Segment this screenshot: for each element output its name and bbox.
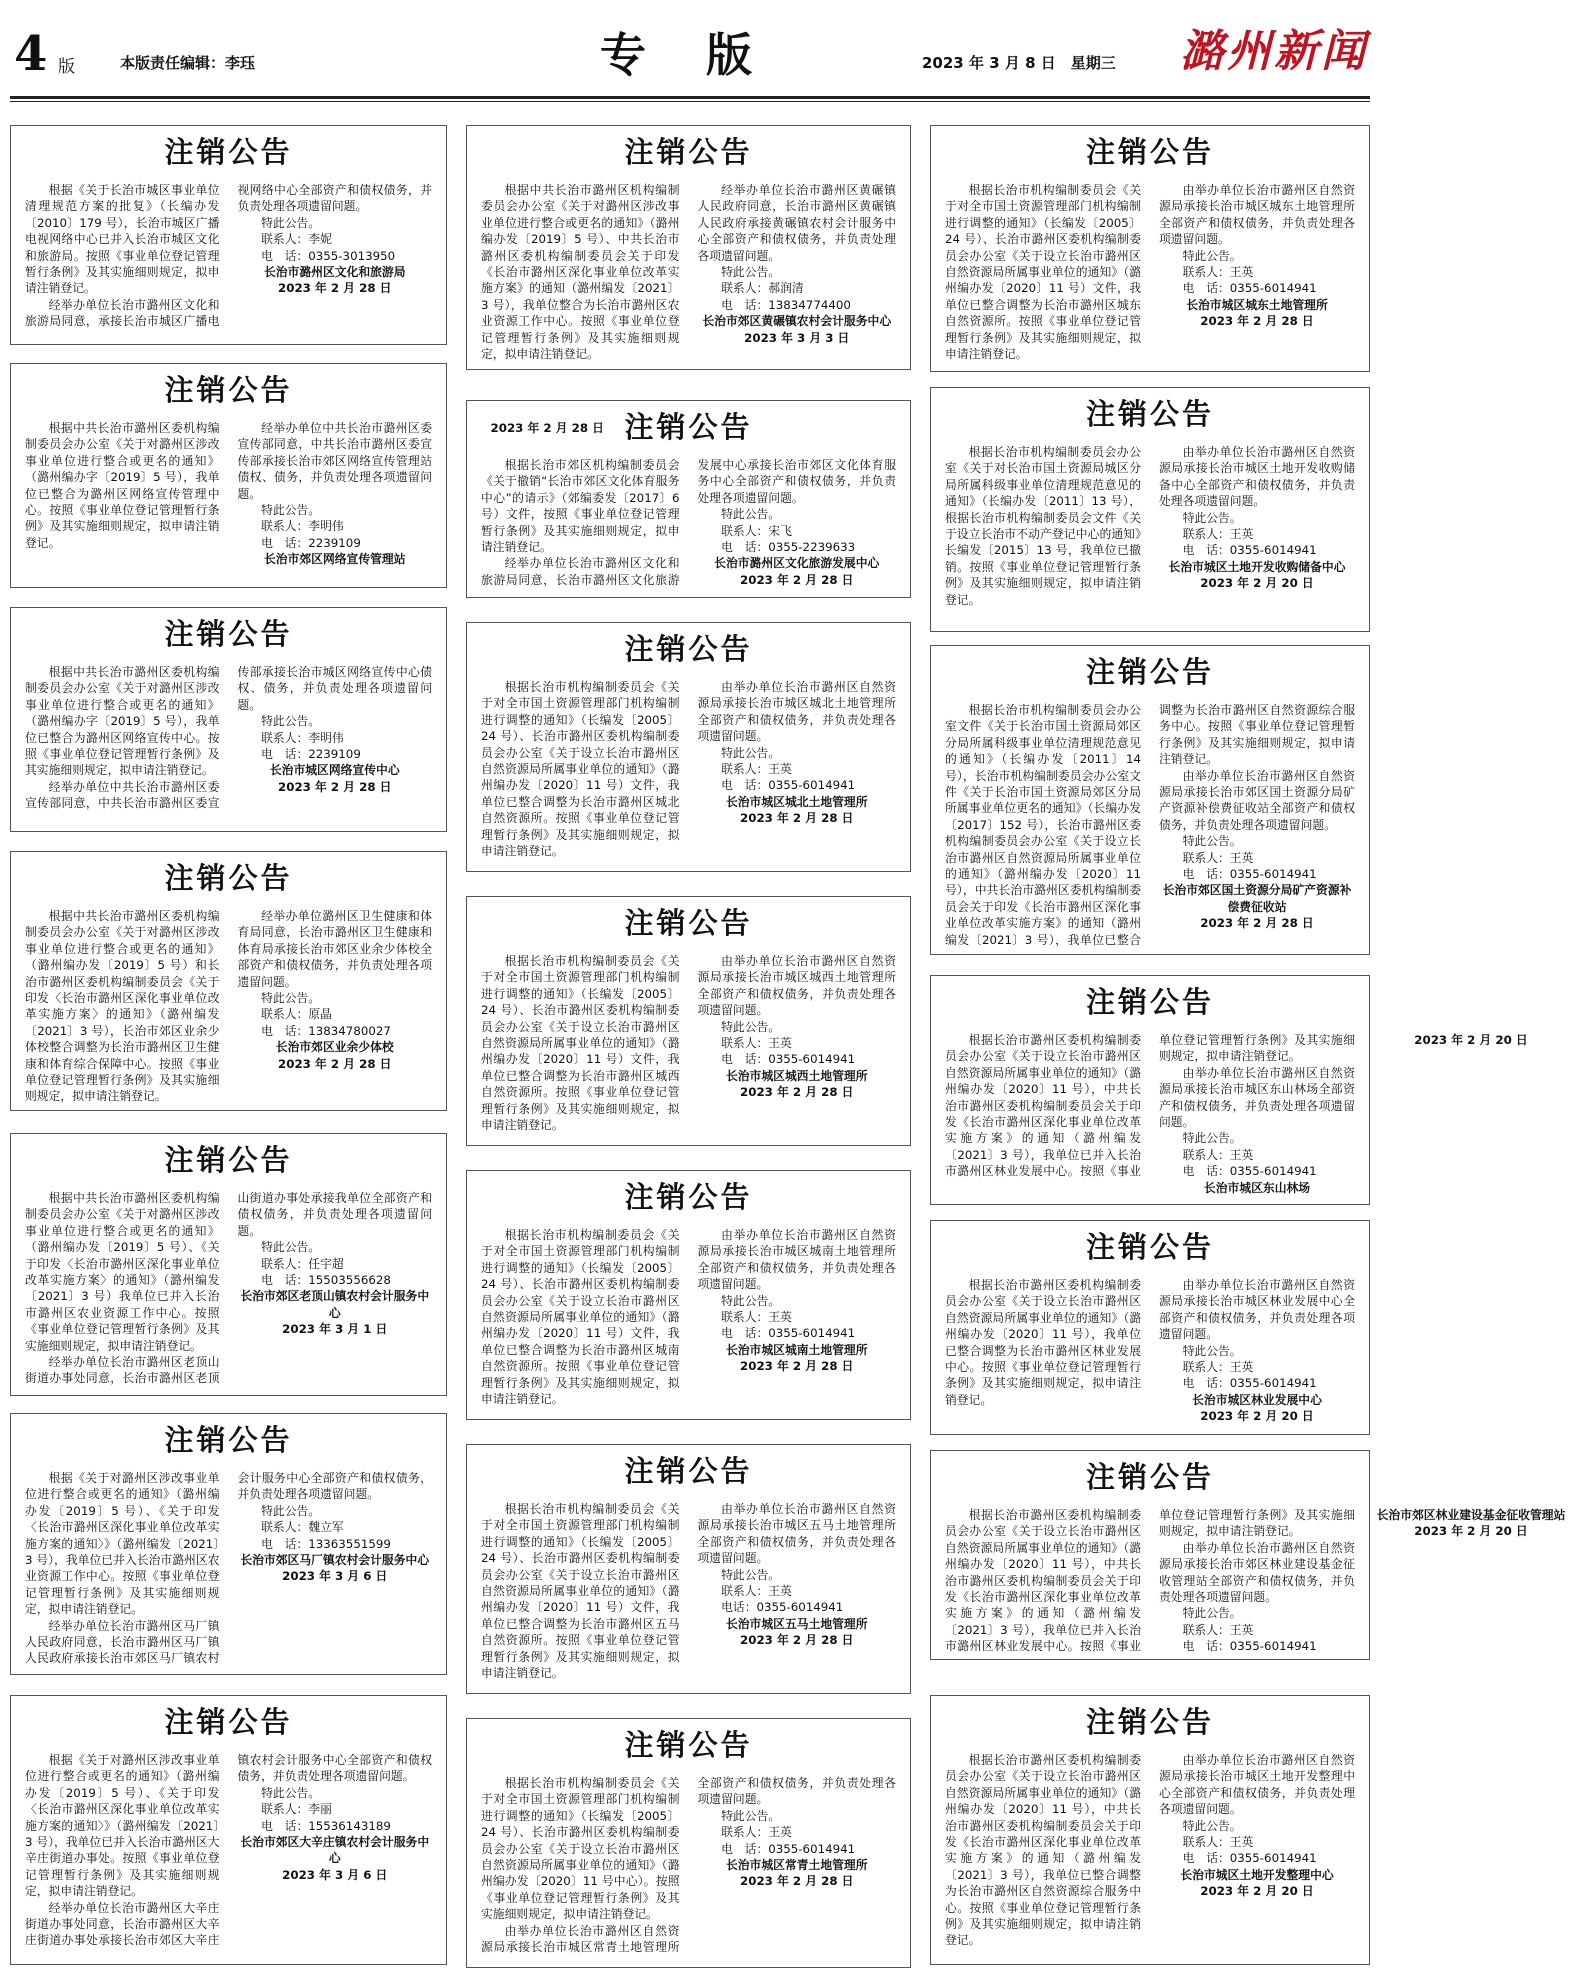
notice-org: 长治市城区城南土地管理所 bbox=[725, 1342, 868, 1357]
notice-closing: 特此公告。 bbox=[721, 1293, 781, 1308]
notice-org: 长治市城区土地开发收购储备中心 bbox=[1168, 559, 1346, 574]
notice-org: 长治市城区东山林场 bbox=[1203, 1180, 1311, 1195]
notice-paragraph: 由举办单位长治市潞州区自然资源局承接长治市城区五马土地管理所全部资产和债权债务，并负责处理各项遗留问题。 bbox=[697, 1502, 896, 1566]
notice-contact-person: 联系人：王英 bbox=[721, 1584, 792, 1599]
notice-box bbox=[466, 125, 911, 370]
notice-phone: 电 话：0355-6014941 bbox=[1182, 1639, 1317, 1654]
notice-box bbox=[10, 125, 447, 345]
notice-paragraph: 根据《关于对潞州区涉改事业单位进行整合或更名的通知》（潞州编办发〔2019〕5 号）、《关于印发〈长治市潞州区深化事业单位改革实施方案的通知〉》（潞州编发〔2021〕3 号），我单位已并入长治市潞州区农业资源工作中心。按照《事业单位登记管理暂行条例》及其实施细则规定，拟申请注销登记。 bbox=[25, 1471, 220, 1617]
page-label: 版 bbox=[58, 57, 75, 77]
notice-org: 长治市潞州区文化旅游发展中心 bbox=[714, 556, 880, 571]
notice-box bbox=[466, 896, 911, 1146]
notice-box bbox=[10, 1133, 447, 1396]
issue-date: 2023 年 3 月 8 日 星期三 bbox=[922, 54, 1116, 72]
notice-org: 长治市城区城西土地管理所 bbox=[725, 1068, 868, 1083]
notice-box bbox=[930, 645, 1370, 955]
notice-date: 2023 年 2 月 20 日 bbox=[1414, 1033, 1528, 1047]
notice-paragraph: 根据长治市机构编制委员会《关于对全市国土资源管理部门机构编制进行调整的通知》（长编发〔2005〕24 号）、长治市潞州区委机构编制委员会办公室《关于设立长治市潞州区自然资源局所属事业单位的通知》（潞州编办发〔2020〕11 号）文件，我单位已整合调整为长治市潞州区五马自然资源所。按照《事业单位登记管理暂行条例》及其实施细则规定，拟申请注销登记。 bbox=[481, 1502, 680, 1681]
notice-phone: 电 话：0355-6014941 bbox=[1182, 867, 1317, 882]
page-header bbox=[0, 0, 1380, 108]
notice-box bbox=[10, 851, 447, 1111]
notice-box bbox=[930, 1450, 1566, 1660]
notice-closing: 特此公告。 bbox=[1182, 510, 1242, 525]
notice-box bbox=[930, 1695, 1370, 1965]
notice-title: 注销公告 bbox=[624, 632, 753, 666]
notice-paragraph: 由举办单位长治市潞州区自然资源局承接长治市城区土地开发整理中心全部资产和债权债务，并负责处理各项遗留问题。 bbox=[1159, 1753, 1355, 1817]
notice-title: 注销公告 bbox=[164, 373, 293, 407]
notice-title: 注销公告 bbox=[624, 1728, 753, 1762]
notice-org: 长治市城区五马土地管理所 bbox=[725, 1616, 868, 1631]
notice-closing: 特此公告。 bbox=[1182, 1343, 1242, 1358]
notice-paragraph: 由举办单位长治市潞州区自然资源局承接长治市城区常青土地管理所全部资产和债权债务，并负责处理各项遗留问题。 bbox=[481, 1776, 896, 1955]
notice-box bbox=[10, 1413, 447, 1675]
notice-box bbox=[466, 1170, 911, 1420]
notice-phone: 电 话：0355-6014941 bbox=[721, 1841, 856, 1856]
notice-phone: 电 话：0355-6014941 bbox=[721, 778, 856, 793]
notice-body bbox=[481, 182, 896, 365]
notice-closing: 特此公告。 bbox=[721, 265, 781, 280]
notice-paragraph: 根据《关于对潞州区涉改事业单位进行整合或更名的通知》（潞州编办发〔2019〕5 号）、《关于印发〈长治市潞州区深化事业单位改革实施方案的通知〉》（潞州编发〔2021〕3 号），我单位已并入长治市潞州区大辛庄街道办事处。按照《事业单位登记管理暂行条例》及其实施细则规定，拟申请注销登记。 bbox=[25, 1753, 220, 1899]
notice-body bbox=[25, 1190, 432, 1391]
notice-box bbox=[930, 125, 1370, 372]
notice-paragraph: 经举办单位长治市潞州区文化和旅游局同意，承接长治市城区广播电视网络中心全部资产和债权债务，并负责处理各项遗留问题。 bbox=[25, 183, 432, 329]
notice-paragraph: 根据长治市机构编制委员会《关于对全市国土资源管理部门机构编制进行调整的通知》（长编发〔2005〕24 号）、长治市潞州区委机构编制委员会办公室《关于设立长治市潞州区自然资源局所属事业单位的通知》（潞州编办发〔2020〕11 号）文件，我单位已整合调整为长治市潞州区城南自然资源所。按照《事业单位登记管理暂行条例》及其实施细则规定，拟申请注销登记。 bbox=[481, 1228, 680, 1407]
notice-body bbox=[481, 1227, 896, 1415]
notice-box bbox=[10, 607, 447, 832]
notice-title: 注销公告 bbox=[1085, 655, 1214, 689]
editor-credit: 本版责任编辑：李珏 bbox=[120, 54, 256, 72]
notice-closing: 特此公告。 bbox=[261, 991, 321, 1006]
notice-closing: 特此公告。 bbox=[721, 1019, 781, 1034]
notice-title: 注销公告 bbox=[624, 135, 753, 169]
notice-phone: 电 话：13834780027 bbox=[261, 1023, 391, 1038]
notice-paragraph: 根据长治市机构编制委员会《关于对全市国土资源管理部门机构编制进行调整的通知》（长编发〔2005〕24 号）、长治市潞州区委机构编制委员会办公室《关于设立长治市潞州区自然资源局所属事业单位的通知》（潞州编办发〔2020〕11 号中心）。按照《事业单位登记管理暂行条例》及其实施细则规定，拟申请注销登记。 bbox=[481, 1776, 680, 1922]
notice-contact-person: 联系人：王英 bbox=[1182, 1147, 1254, 1162]
notice-phone: 电 话：0355-6014941 bbox=[1182, 281, 1317, 296]
notice-title: 注销公告 bbox=[624, 1454, 753, 1488]
notice-body bbox=[945, 182, 1355, 367]
notice-contact-person: 联系人：任宇超 bbox=[261, 1256, 344, 1271]
notice-title: 注销公告 bbox=[164, 135, 293, 169]
notice-closing: 特此公告。 bbox=[261, 1503, 321, 1518]
notice-paragraph: 根据长治市郊区机构编制委员会《关于撤销“长治市郊区文化体育服务中心”的请示》（郊编委发〔2017〕6 号）文件，按照《事业单位登记管理暂行条例》及其实施细则规定，拟申请注销登记。 bbox=[481, 458, 680, 555]
notice-closing: 特此公告。 bbox=[1182, 1131, 1242, 1146]
notice-body bbox=[481, 1501, 896, 1689]
notice-paragraph: 由举办单位长治市潞州区自然资源局承接长治市城区城南土地管理所全部资产和债权债务，并负责处理各项遗留问题。 bbox=[697, 1228, 896, 1292]
header-rule-thin bbox=[10, 101, 1370, 102]
notice-phone: 电 话：13834774400 bbox=[721, 297, 851, 312]
notice-paragraph: 由举办单位长治市潞州区自然资源局承接长治市城区城西土地管理所全部资产和债权债务，并负责处理各项遗留问题。 bbox=[697, 954, 896, 1018]
notice-paragraph: 根据长治市机构编制委员会《关于对全市国土资源管理部门机构编制进行调整的通知》（长编发〔2005〕24 号）、长治市潞州区委机构编制委员会办公室《关于设立长治市潞州区自然资源局所属事业单位的通知》（潞州编办发〔2020〕11 号）文件，我单位已整合调整为长治市潞州区城西自然资源所。按照《事业单位登记管理暂行条例》及其实施细则规定，拟申请注销登记。 bbox=[481, 954, 680, 1133]
notice-closing: 特此公告。 bbox=[1182, 248, 1242, 263]
notice-closing: 特此公告。 bbox=[261, 1785, 321, 1800]
section-title: 专 版 bbox=[600, 28, 775, 82]
notice-title: 注销公告 bbox=[164, 1143, 293, 1177]
masthead-logo: 潞州新闻 bbox=[1180, 26, 1368, 77]
notice-phone: 电 话：2239109 bbox=[261, 535, 361, 550]
notice-org: 长治市城区城北土地管理所 bbox=[725, 794, 868, 809]
notice-phone: 电 话：2239109 bbox=[261, 747, 361, 762]
notice-phone: 电 话：0355-6014941 bbox=[1182, 1851, 1317, 1866]
notice-contact-person: 联系人：王英 bbox=[1182, 1360, 1254, 1375]
notice-box bbox=[930, 975, 1528, 1205]
notice-paragraph: 根据长治市机构编制委员会办公室文件《关于长治市国土资源局郊区分局所属科级事业单位清理规范意见的通知》（长编办发〔2011〕14 号），长治市机构编制委员会办公室文件《关于长治市国土资源局郊区分局所属事业单位更名的通知》（长编办发〔2017〕152 号），长治市潞州区委机构编制委员会办公室《关于设立长治市潞州区自然资源局所属事业单位的通知》（潞州编办发〔2020〕11 号），中共长治市潞州区委机构编制委员会关于印发《长治市潞州区深化事业单位改革实施方案》的通知（潞州编发〔2021〕3 号），我单位已整合调整为长治市潞州区自然资源综合服务中心。按照《事业单位登记管理暂行条例》及其实施细则规定，拟申请注销登记。 bbox=[945, 703, 1355, 947]
notice-box bbox=[10, 1695, 447, 1965]
notice-phone: 电 话：0355-6014941 bbox=[1182, 1376, 1317, 1391]
notice-body bbox=[25, 182, 432, 340]
notice-phone: 电 话：0355-6014941 bbox=[1182, 1164, 1317, 1179]
notice-contact-person: 联系人：王英 bbox=[1182, 265, 1254, 280]
notice-contact-person: 联系人：王英 bbox=[721, 1825, 792, 1840]
notice-body bbox=[481, 679, 896, 867]
notice-paragraph: 根据长治市机构编制委员会办公室《关于对长治市国土资源局城区分局所属科级事业单位清理规范意见的通知》（长编办发〔2011〕13 号），根据长治市机构编制委员会文件《关于设立长治市不动产登记中心的通知》长编发〔2015〕13 号，我单位已撤销。按照《事业单位登记管理暂行条例》及其实施细则规定，拟申请注销登记。 bbox=[945, 445, 1141, 607]
notice-paragraph: 经举办单位长治市潞州区老顶山街道办事处同意，长治市潞州区老顶山街道办事处承接我单位全部资产和债权债务，并负责处理各项遗留问题。 bbox=[25, 1191, 432, 1386]
notice-body bbox=[945, 1507, 1566, 1655]
notice-paragraph: 经举办单位中共长治市潞州区委宣传部同意，中共长治市潞州区委宣传部承接长治市郊区网络宣传管理站债权、债务，并负责处理各项遗留问题。 bbox=[237, 421, 432, 501]
notice-box bbox=[930, 1220, 1370, 1435]
notice-date: 2023 年 2 月 28 日 bbox=[740, 811, 854, 826]
notice-phone: 电话：0355-6014941 bbox=[721, 1600, 844, 1615]
notice-paragraph: 根据中共长治市潞州区委机构编制委员会办公室《关于对潞州区涉改事业单位进行整合或更名的通知》（潞州编办发〔2019〕5 号）和长治市潞州区委机构编制委员会《关于印发〈长治市潞州区深化事业单位改革实施方案〉的通知》（潞州编发〔2021〕3 号），长治市郊区业余少体校整合调整为长治市潞州区卫生健康和体育综合保障中心。按照《事业单位登记管理暂行条例》及其实施细则规定，拟申请注销登记。 bbox=[25, 909, 220, 1104]
notice-paragraph: 由举办单位长治市潞州区自然资源局承接长治市城区城北土地管理所全部资产和债权债务，并负责处理各项遗留问题。 bbox=[697, 680, 896, 744]
notice-paragraph: 根据长治市潞州区委机构编制委员会办公室《关于设立长治市潞州区自然资源局所属事业单位的通知》（潞州编办发〔2020〕11 号），中共长治市潞州区委机构编制委员会关于印发《长治市潞州区深化事业单位改革实施方案》的通知（潞州编发〔2021〕3 号），我单位已并入长治市潞州区林业发展中心。按照《事业单位登记管理暂行条例》及其实施细则规定，拟申请注销登记。 bbox=[945, 1033, 1355, 1179]
notice-closing: 特此公告。 bbox=[1182, 834, 1242, 849]
notice-phone: 电 话：0355-6014941 bbox=[721, 1052, 856, 1067]
notice-date: 2023 年 2 月 20 日 bbox=[1200, 1884, 1314, 1899]
notice-paragraph: 根据长治市潞州区委机构编制委员会办公室《关于设立长治市潞州区自然资源局所属事业单位的通知》（潞州编办发〔2020〕11 号），中共长治市潞州区委机构编制委员会关于印发《长治市潞州区深化事业单位改革实施方案》的通知（潞州编发〔2021〕3 号），我单位已并入长治市潞州区林业发展中心。按照《事业单位登记管理暂行条例》及其实施细则规定，拟申请注销登记。 bbox=[945, 1508, 1355, 1654]
notice-phone: 电 话：15503556628 bbox=[261, 1273, 391, 1288]
notice-org: 长治市郊区老顶山镇农村会计服务中心 bbox=[240, 1289, 430, 1320]
notice-org: 长治市郊区大辛庄镇农村会计服务中心 bbox=[240, 1835, 430, 1866]
notice-contact-person: 联系人：王英 bbox=[721, 1310, 792, 1325]
notice-date: 2023 年 3 月 6 日 bbox=[282, 1569, 388, 1584]
notice-body bbox=[25, 664, 432, 827]
notice-phone: 电 话：0355-3013950 bbox=[261, 248, 396, 263]
notice-paragraph: 根据长治市机构编制委员会《关于对全市国土资源管理部门机构编制进行调整的通知》（长编发〔2005〕24 号）、长治市潞州区委机构编制委员会办公室《关于设立长治市潞州区自然资源局所属事业单位的通知》（潞州编办发〔2020〕11 号）文件，我单位已整合调整为长治市潞州区城北自然资源所。按照《事业单位登记管理暂行条例》及其实施细则规定，拟申请注销登记。 bbox=[481, 680, 680, 859]
notice-org: 长治市城区网络宣传中心 bbox=[269, 763, 400, 778]
notice-title: 注销公告 bbox=[1085, 985, 1214, 1019]
notice-contact-person: 联系人：魏立军 bbox=[261, 1520, 344, 1535]
notice-title: 注销公告 bbox=[624, 1180, 753, 1214]
notice-paragraph: 根据中共长治市潞州区机构编制委员会办公室《关于对潞州区涉改事业单位进行整合或更名的通知》（潞州编办发〔2019〕5 号）、中共长治市潞州区委机构编制委员会关于印发《长治市潞州区深化事业单位改革实施方案》的通知（潞州编发〔2021〕3 号），我单位整合为长治市潞州区农业资源工作中心。按照《事业单位登记管理暂行条例》及其实施细则规定，拟申请注销登记。 bbox=[481, 183, 680, 362]
notice-paragraph: 根据中共长治市潞州区委机构编制委员会办公室《关于对潞州区涉改事业单位进行整合或更名的通知》（潞州编办字〔2019〕5 号），我单位已整合为潞州区网络宣传管理中心。按照《事业单位登记管理暂行条例》及其实施细则规定，拟申请注销登记。 bbox=[25, 421, 220, 550]
notice-title: 注销公告 bbox=[1085, 135, 1214, 169]
notice-body bbox=[25, 1752, 432, 1960]
header-rule bbox=[10, 96, 1370, 99]
notice-closing: 特此公告。 bbox=[261, 714, 321, 729]
notice-body bbox=[945, 444, 1355, 627]
notice-org: 长治市郊区网络宣传管理站 bbox=[263, 552, 406, 567]
notice-body bbox=[481, 1775, 896, 1963]
notice-closing: 特此公告。 bbox=[721, 507, 781, 522]
notice-contact-person: 联系人：王英 bbox=[1182, 1835, 1254, 1850]
notice-box bbox=[466, 1444, 911, 1694]
notice-paragraph: 经举办单位长治市潞州区文化和旅游局同意，长治市潞州区文化旅游发展中心承接长治市郊区文化体育服务中心全部资产和债权债务，并负责处理各项遗留问题。 bbox=[481, 458, 896, 587]
notice-contact-person: 联系人：郝润清 bbox=[721, 281, 804, 296]
notice-paragraph: 根据长治市机构编制委员会《关于对全市国土资源管理部门机构编制进行调整的通知》（长编发〔2005〕24 号）、长治市潞州区委机构编制委员会办公室《关于设立长治市潞州区自然资源局所属事业单位的通知》（潞州编办发〔2020〕11 号）文件，我单位已整合调整为长治市潞州区城东自然资源所。按照《事业单位登记管理暂行条例》及其实施细则规定，拟申请注销登记。 bbox=[945, 183, 1141, 362]
notice-org: 长治市郊区业余少体校 bbox=[275, 1040, 394, 1055]
notice-closing: 特此公告。 bbox=[261, 1240, 321, 1255]
notice-title: 注销公告 bbox=[164, 617, 293, 651]
notice-date: 2023 年 2 月 28 日 bbox=[740, 1633, 854, 1648]
notice-paragraph: 由举办单位长治市潞州区自然资源局承接长治市郊区林业建设基金征收管理站全部资产和债权债务，并负责处理各项遗留问题。 bbox=[1159, 1540, 1355, 1605]
notice-paragraph: 由举办单位长治市潞州区自然资源局承接长治市郊区国土资源分局矿产资源补偿费征收站全部资产和债权债务，并负责处理各项遗留问题。 bbox=[1159, 768, 1355, 832]
notice-contact-person: 联系人：李丽 bbox=[261, 1802, 332, 1817]
notice-box bbox=[466, 1718, 911, 1968]
notice-paragraph: 经举办单位长治市潞州区大辛庄街道办事处同意，长治市潞州区大辛庄街道办事处承接长治市郊区大辛庄镇农村会计服务中心全部资产和债权债务，并负责处理各项遗留问题。 bbox=[25, 1753, 432, 1948]
notice-title: 注销公告 bbox=[164, 1423, 293, 1457]
notice-paragraph: 根据长治市潞州区委机构编制委员会办公室《关于设立长治市潞州区自然资源局所属事业单位的通知》（潞州编办发〔2020〕11 号），我单位已整合调整为长治市潞州区林业发展中心。按照《事业单位登记管理暂行条例》及其实施细则规定，拟申请注销登记。 bbox=[945, 1278, 1141, 1407]
notice-date: 2023 年 3 月 3 日 bbox=[744, 330, 850, 345]
notice-body bbox=[945, 1752, 1355, 1960]
notice-date: 2023 年 2 月 28 日 bbox=[740, 572, 854, 587]
notice-closing: 特此公告。 bbox=[721, 1567, 781, 1582]
notice-org: 长治市城区常青土地管理所 bbox=[725, 1858, 868, 1873]
notice-body bbox=[945, 702, 1355, 950]
notice-contact-person: 联系人：宋飞 bbox=[721, 523, 792, 538]
notice-phone: 电 话：13363551599 bbox=[261, 1536, 391, 1551]
notice-paragraph: 经举办单位中共长治市潞州区委宣传部同意，中共长治市潞州区委宣传部承接长治市城区网络宣传中心债权、债务，并负责处理各项遗留问题。 bbox=[25, 665, 432, 811]
notice-phone: 电 话：0355-6014941 bbox=[1182, 543, 1317, 558]
notice-contact-person: 联系人：王英 bbox=[721, 762, 792, 777]
notice-paragraph: 由举办单位长治市潞州区自然资源局承接长治市城区土地开发收购储备中心全部资产和债权债务，并负责处理各项遗留问题。 bbox=[1159, 445, 1355, 509]
notice-title: 注销公告 bbox=[164, 861, 293, 895]
notice-contact-person: 联系人：王英 bbox=[1182, 1622, 1254, 1637]
notice-contact-person: 联系人：李明伟 bbox=[261, 730, 344, 745]
notice-date: 2023 年 2 月 28 日 bbox=[740, 1085, 854, 1100]
notice-paragraph: 由举办单位长治市潞州区自然资源局承接长治市城区林业发展中心全部资产和债权债务，并负责处理各项遗留问题。 bbox=[1159, 1278, 1355, 1342]
notice-paragraph: 经举办单位潞州区卫生健康和体育局同意，长治市潞州区卫生健康和体育局承接长治市郊区业余少体校全部资产和债权债务，并负责处理各项遗留问题。 bbox=[237, 909, 432, 989]
notice-org: 长治市城区林业发展中心 bbox=[1192, 1392, 1322, 1407]
notice-box bbox=[466, 622, 911, 872]
notice-phone: 电 话：0355-2239633 bbox=[721, 540, 856, 555]
notice-date: 2023 年 2 月 28 日 bbox=[278, 779, 392, 794]
notice-date: 2023 年 2 月 28 日 bbox=[490, 421, 604, 435]
notice-org: 长治市郊区黄碾镇农村会计服务中心 bbox=[702, 314, 892, 329]
notice-title: 注销公告 bbox=[1085, 397, 1214, 431]
notice-date: 2023 年 2 月 20 日 bbox=[1200, 576, 1314, 591]
notice-org: 长治市城区土地开发整理中心 bbox=[1180, 1867, 1334, 1882]
notice-date: 2023 年 3 月 1 日 bbox=[282, 1322, 388, 1337]
notice-closing: 特此公告。 bbox=[721, 1808, 781, 1823]
notice-title: 注销公告 bbox=[1085, 1230, 1214, 1264]
notice-paragraph: 由举办单位长治市潞州区自然资源局承接长治市城区东山林场全部资产和债权债务，并负责处理各项遗留问题。 bbox=[1159, 1065, 1355, 1130]
notice-paragraph: 根据中共长治市潞州区委机构编制委员会办公室《关于对潞州区涉改事业单位进行整合或更名的通知》（潞州编办发〔2019〕5 号）、《关于印发〈长治市潞州区深化事业单位改革实施方案〉的通知》（潞州编发〔2021〕3 号）我单位已并入长治市潞州区农业资源工作中心。按照《事业单位登记管理暂行条例》及其实施细则规定，拟申请注销登记。 bbox=[25, 1191, 220, 1353]
notice-contact-person: 联系人：李明伟 bbox=[261, 519, 344, 534]
notice-box bbox=[466, 400, 911, 598]
notice-closing: 特此公告。 bbox=[261, 215, 321, 230]
notice-paragraph: 经举办单位长治市潞州区马厂镇人民政府同意，长治市潞州区马厂镇人民政府承接长治市郊区马厂镇农村会计服务中心全部资产和债权债务，并负责处理各项遗留问题。 bbox=[25, 1471, 432, 1666]
notice-paragraph: 根据中共长治市潞州区委机构编制委员会办公室《关于对潞州区涉改事业单位进行整合或更名的通知》（潞州编办字〔2019〕5 号），我单位已整合为潞州区网络宣传中心。按照《事业单位登记管理暂行条例》及其实施细则规定，拟申请注销登记。 bbox=[25, 665, 220, 778]
notice-date: 2023 年 2 月 28 日 bbox=[1200, 314, 1314, 329]
notice-org: 长治市潞州区文化和旅游局 bbox=[263, 265, 406, 280]
notice-paragraph: 根据《关于长治市城区事业单位清理规范方案的批复》（长编办发〔2010〕179 号），长治市城区广播电视网络中心已并入长治市城区文化和旅游局。按照《事业单位登记管理暂行条例》及其实施细则规定，拟申请注销登记。 bbox=[25, 183, 220, 296]
notice-contact-person: 联系人：王英 bbox=[1182, 527, 1254, 542]
notice-body bbox=[25, 908, 432, 1106]
notice-org: 长治市郊区林业建设基金征收管理站 bbox=[1376, 1508, 1566, 1522]
notice-org: 长治市城区城东土地管理所 bbox=[1186, 297, 1328, 312]
notice-closing: 特此公告。 bbox=[1182, 1606, 1242, 1621]
notice-paragraph: 由举办单位长治市潞州区自然资源局承接长治市城区城东土地管理所全部资产和债权债务，并负责处理各项遗留问题。 bbox=[1159, 183, 1355, 247]
notice-body bbox=[945, 1032, 1528, 1200]
notice-closing: 特此公告。 bbox=[261, 503, 321, 518]
notice-date: 2023 年 2 月 28 日 bbox=[278, 281, 392, 296]
notice-title: 注销公告 bbox=[1085, 1705, 1214, 1739]
notice-body bbox=[481, 953, 896, 1141]
notice-paragraph: 经举办单位长治市潞州区黄碾镇人民政府同意，长治市潞州区黄碾镇人民政府承接黄碾镇农村会计服务中心全部资产和债权债务，并负责处理各项遗留问题。 bbox=[697, 183, 896, 263]
notice-body bbox=[481, 457, 896, 593]
notice-title: 注销公告 bbox=[164, 1705, 293, 1739]
notice-closing: 特此公告。 bbox=[721, 745, 781, 760]
notice-date: 2023 年 2 月 28 日 bbox=[740, 1874, 854, 1889]
notice-closing: 特此公告。 bbox=[1182, 1818, 1242, 1833]
notice-paragraph: 根据长治市潞州区委机构编制委员会办公室《关于设立长治市潞州区自然资源局所属事业单位的通知》（潞州编办发〔2020〕11 号），中共长治市潞州区委机构编制委员会关于印发《长治市潞州区深化事业单位改革实施方案》的通知（潞州编发〔2021〕3 号），我单位已整合调整为长治市潞州区自然资源综合服务中心。按照《事业单位登记管理暂行条例》及其实施细则规定，拟申请注销登记。 bbox=[945, 1753, 1141, 1948]
notice-box bbox=[930, 387, 1370, 632]
notice-phone: 电 话：15536143189 bbox=[261, 1818, 391, 1833]
notice-phone: 电 话：0355-6014941 bbox=[721, 1326, 856, 1341]
notice-date: 2023 年 2 月 28 日 bbox=[278, 1056, 392, 1071]
notice-title: 注销公告 bbox=[1085, 1460, 1214, 1494]
notice-contact-person: 联系人：原晶 bbox=[261, 1007, 332, 1022]
notice-contact-person: 联系人：李妮 bbox=[261, 232, 332, 247]
notice-contact-person: 联系人：王英 bbox=[1182, 850, 1254, 865]
notice-date: 2023 年 2 月 28 日 bbox=[740, 1359, 854, 1374]
notice-title: 注销公告 bbox=[624, 906, 753, 940]
notice-org: 长治市郊区国土资源分局矿产资源补偿费征收站 bbox=[1162, 883, 1352, 914]
notice-contact-person: 联系人：王英 bbox=[721, 1036, 792, 1051]
notice-date: 2023 年 3 月 6 日 bbox=[282, 1867, 388, 1882]
notice-date: 2023 年 2 月 20 日 bbox=[1414, 1524, 1528, 1539]
notice-body bbox=[25, 1470, 432, 1670]
notice-org: 长治市郊区马厂镇农村会计服务中心 bbox=[240, 1553, 430, 1568]
notice-date: 2023 年 2 月 20 日 bbox=[1200, 1409, 1314, 1424]
notice-title: 注销公告 bbox=[624, 410, 753, 444]
notice-date: 2023 年 2 月 28 日 bbox=[1200, 916, 1314, 931]
page-number: 4 bbox=[14, 26, 48, 82]
notice-body bbox=[945, 1277, 1355, 1430]
